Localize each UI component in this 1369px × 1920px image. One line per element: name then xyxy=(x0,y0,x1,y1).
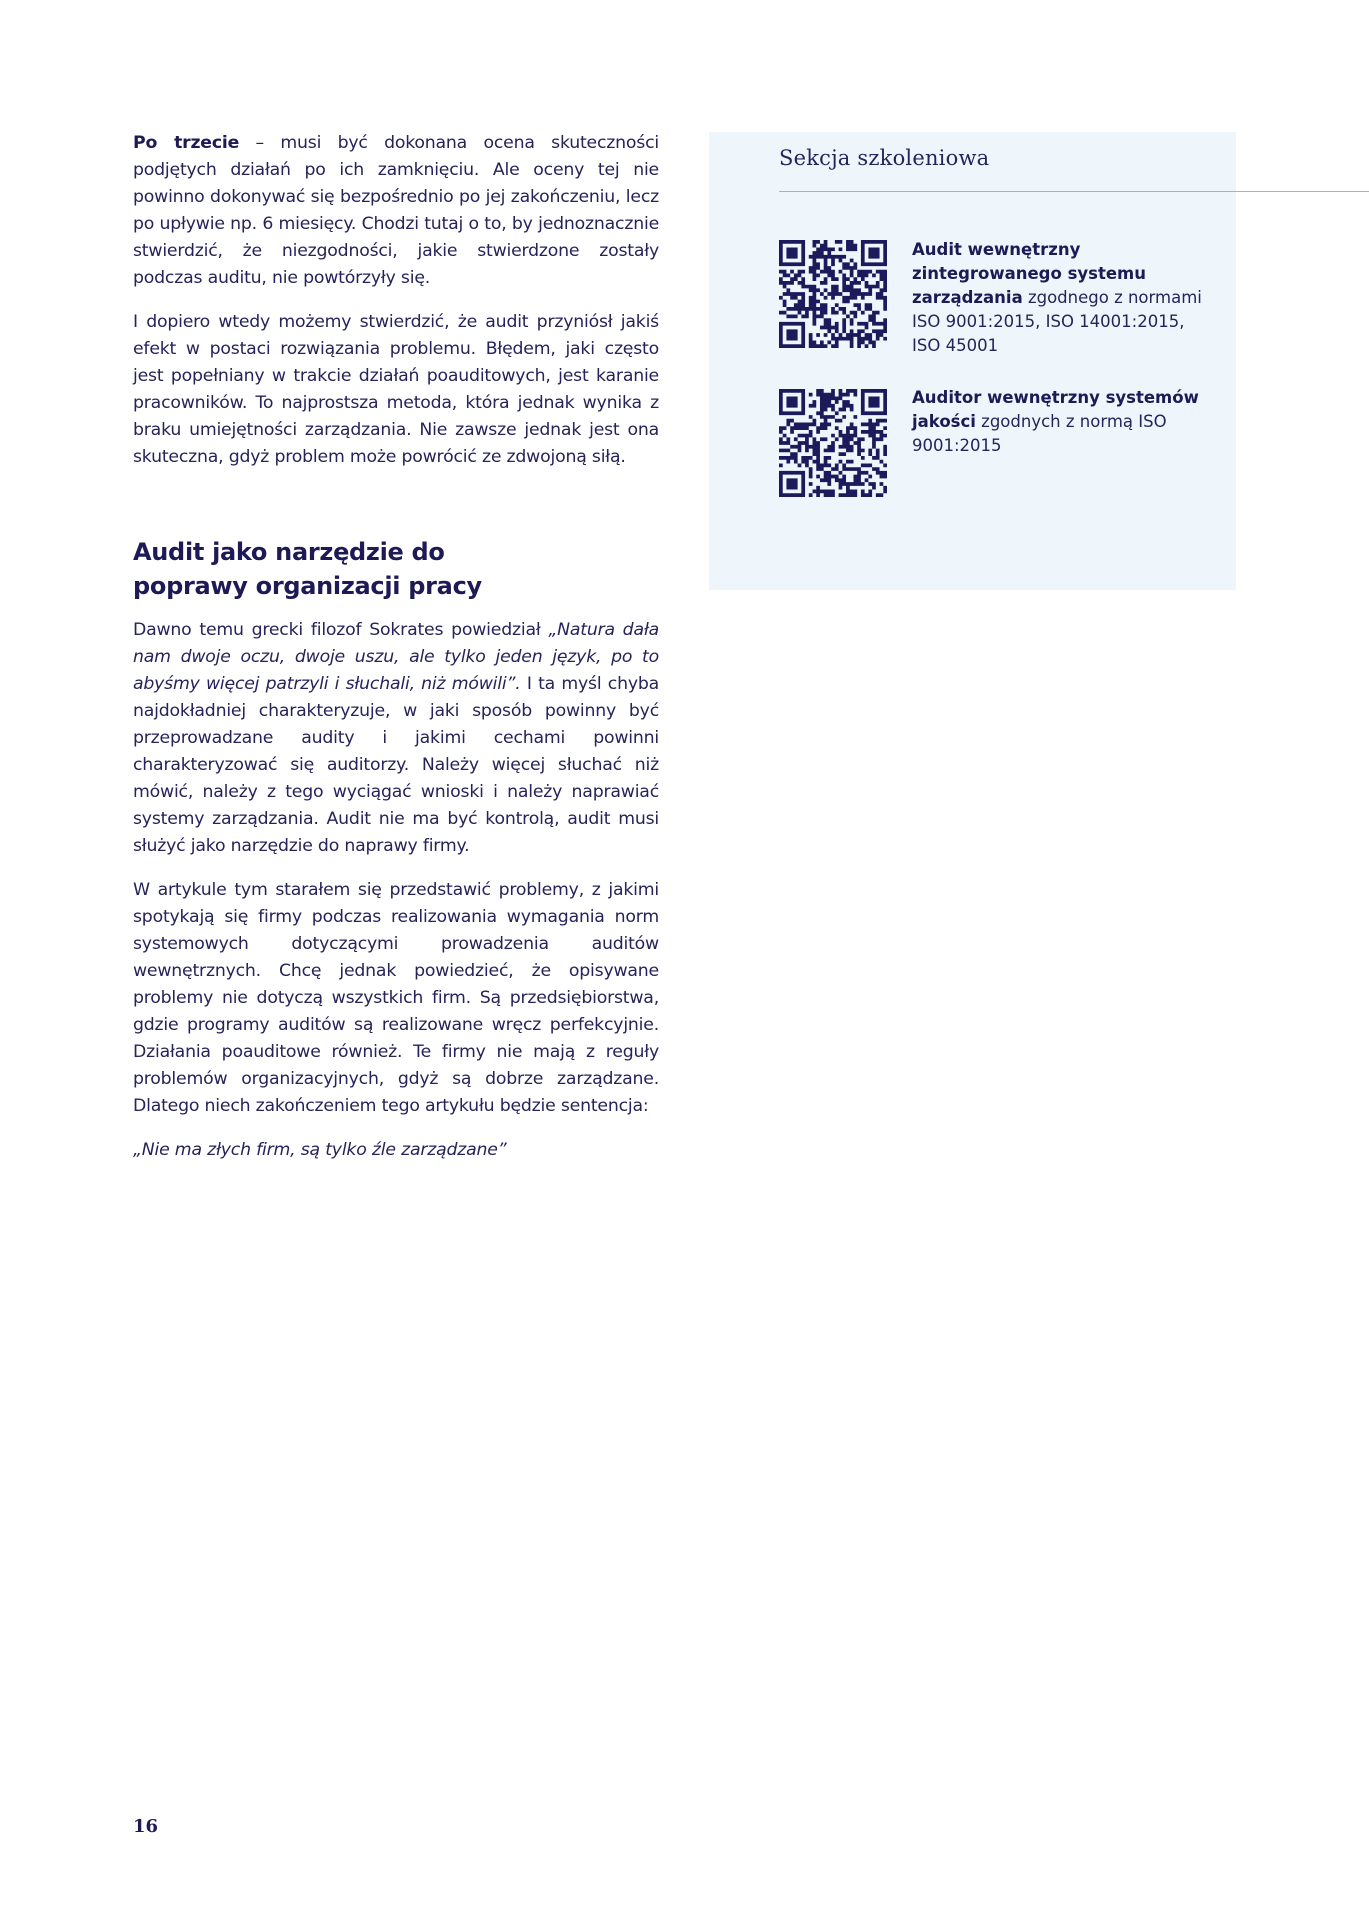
paragraph-3 xyxy=(133,617,659,860)
qr-modules xyxy=(779,389,887,497)
page-number: 16 xyxy=(133,1816,159,1837)
training-section-title: Sekcja szkoleniowa xyxy=(779,146,990,170)
paragraph-text: I ta myśl chyba najdokładniej charakteryzuje, w jaki sposób powinny być przeprowadzane audity i jakimi cechami powinni charakteryzować się auditorzy. Należy więcej słuchać niż mówić, należy z tego wyciągać wnioski i należy naprawiać systemy zarządzania. Audit nie ma być kontrolą, audit musi służyć jako narzędzie do naprawy firmy. xyxy=(133,674,660,856)
article-column xyxy=(133,130,659,1164)
heading-line: Audit jako narzędzie do xyxy=(133,538,445,566)
training-desc: zgodnego z normami ISO 9001:2015, ISO 14001:2015, ISO 45001 xyxy=(912,288,1202,355)
divider xyxy=(779,191,1369,192)
socrates-quote: „Natura dała nam dwoje oczu, dwoje uszu, ale tylko jeden język, po to abyśmy więcej patrzyli i słuchali, niż mówili”. xyxy=(133,620,659,694)
lead-bold: Po trzecie xyxy=(133,133,240,153)
paragraph-4: W artykule tym starałem się przedstawić problemy, z jakimi spotykają się firmy podczas realizowania wymagania norm systemowych dotyczącymi prowadzenia auditów wewnętrznych. Chcę jednak powiedzieć, że opisywane problemy nie dotyczą wszystkich firm. Są przedsiębiorstwa, gdzie programy auditów są realizowane wręcz perfekcyjnie. Działania poauditowe również. Te firmy nie mają z reguły problemów organizacyjnych, gdyż są dobrze zarządzane. Dlatego niech zakończeniem tego artykułu będzie sentencja: xyxy=(133,880,659,1116)
closing-quote: „Nie ma złych firm, są tylko źle zarządzane” xyxy=(133,1140,507,1160)
training-title: Auditor wewnętrzny systemów jakości xyxy=(912,388,1199,431)
qr-code-icon[interactable] xyxy=(779,389,887,497)
paragraph-1 xyxy=(133,130,659,292)
training-desc: zgodnych z normą ISO 9001:2015 xyxy=(912,412,1167,455)
training-item-2[interactable] xyxy=(912,386,1212,458)
training-item-1[interactable] xyxy=(912,238,1212,358)
section-heading xyxy=(133,535,659,603)
training-title: Audit wewnętrzny zintegrowanego systemu zarządzania xyxy=(912,240,1146,307)
paragraph-text: – musi być dokonana ocena skuteczności podjętych działań po ich zamknięciu. Ale oceny tej nie powinno dokonywać się bezpośrednio po jej zakończeniu, lecz po upływie np. 6 miesięcy. Chodzi tutaj o to, by jednoznacznie stwierdzić, że niezgodności, jakie stwierdzone zostały podczas auditu, nie powtórzyły się. xyxy=(133,133,659,288)
qr-modules xyxy=(779,240,887,348)
paragraph-2: I dopiero wtedy możemy stwierdzić, że audit przyniósł jakiś efekt w postaci rozwiązania problemu. Błędem, jaki często jest popełniany w trakcie działań poauditowych, jest karanie pracowników. To najprostsza metoda, która jednak wynika z braku umiejętności zarządzania. Nie zawsze jednak jest ona skuteczna, gdyż problem może powrócić ze zdwojoną siłą. xyxy=(133,312,659,467)
heading-line: poprawy organizacji pracy xyxy=(133,572,482,600)
paragraph-text: Dawno temu grecki filozof Sokrates powiedział xyxy=(133,620,549,640)
training-section-box xyxy=(709,132,1236,590)
qr-code-icon[interactable] xyxy=(779,240,887,348)
